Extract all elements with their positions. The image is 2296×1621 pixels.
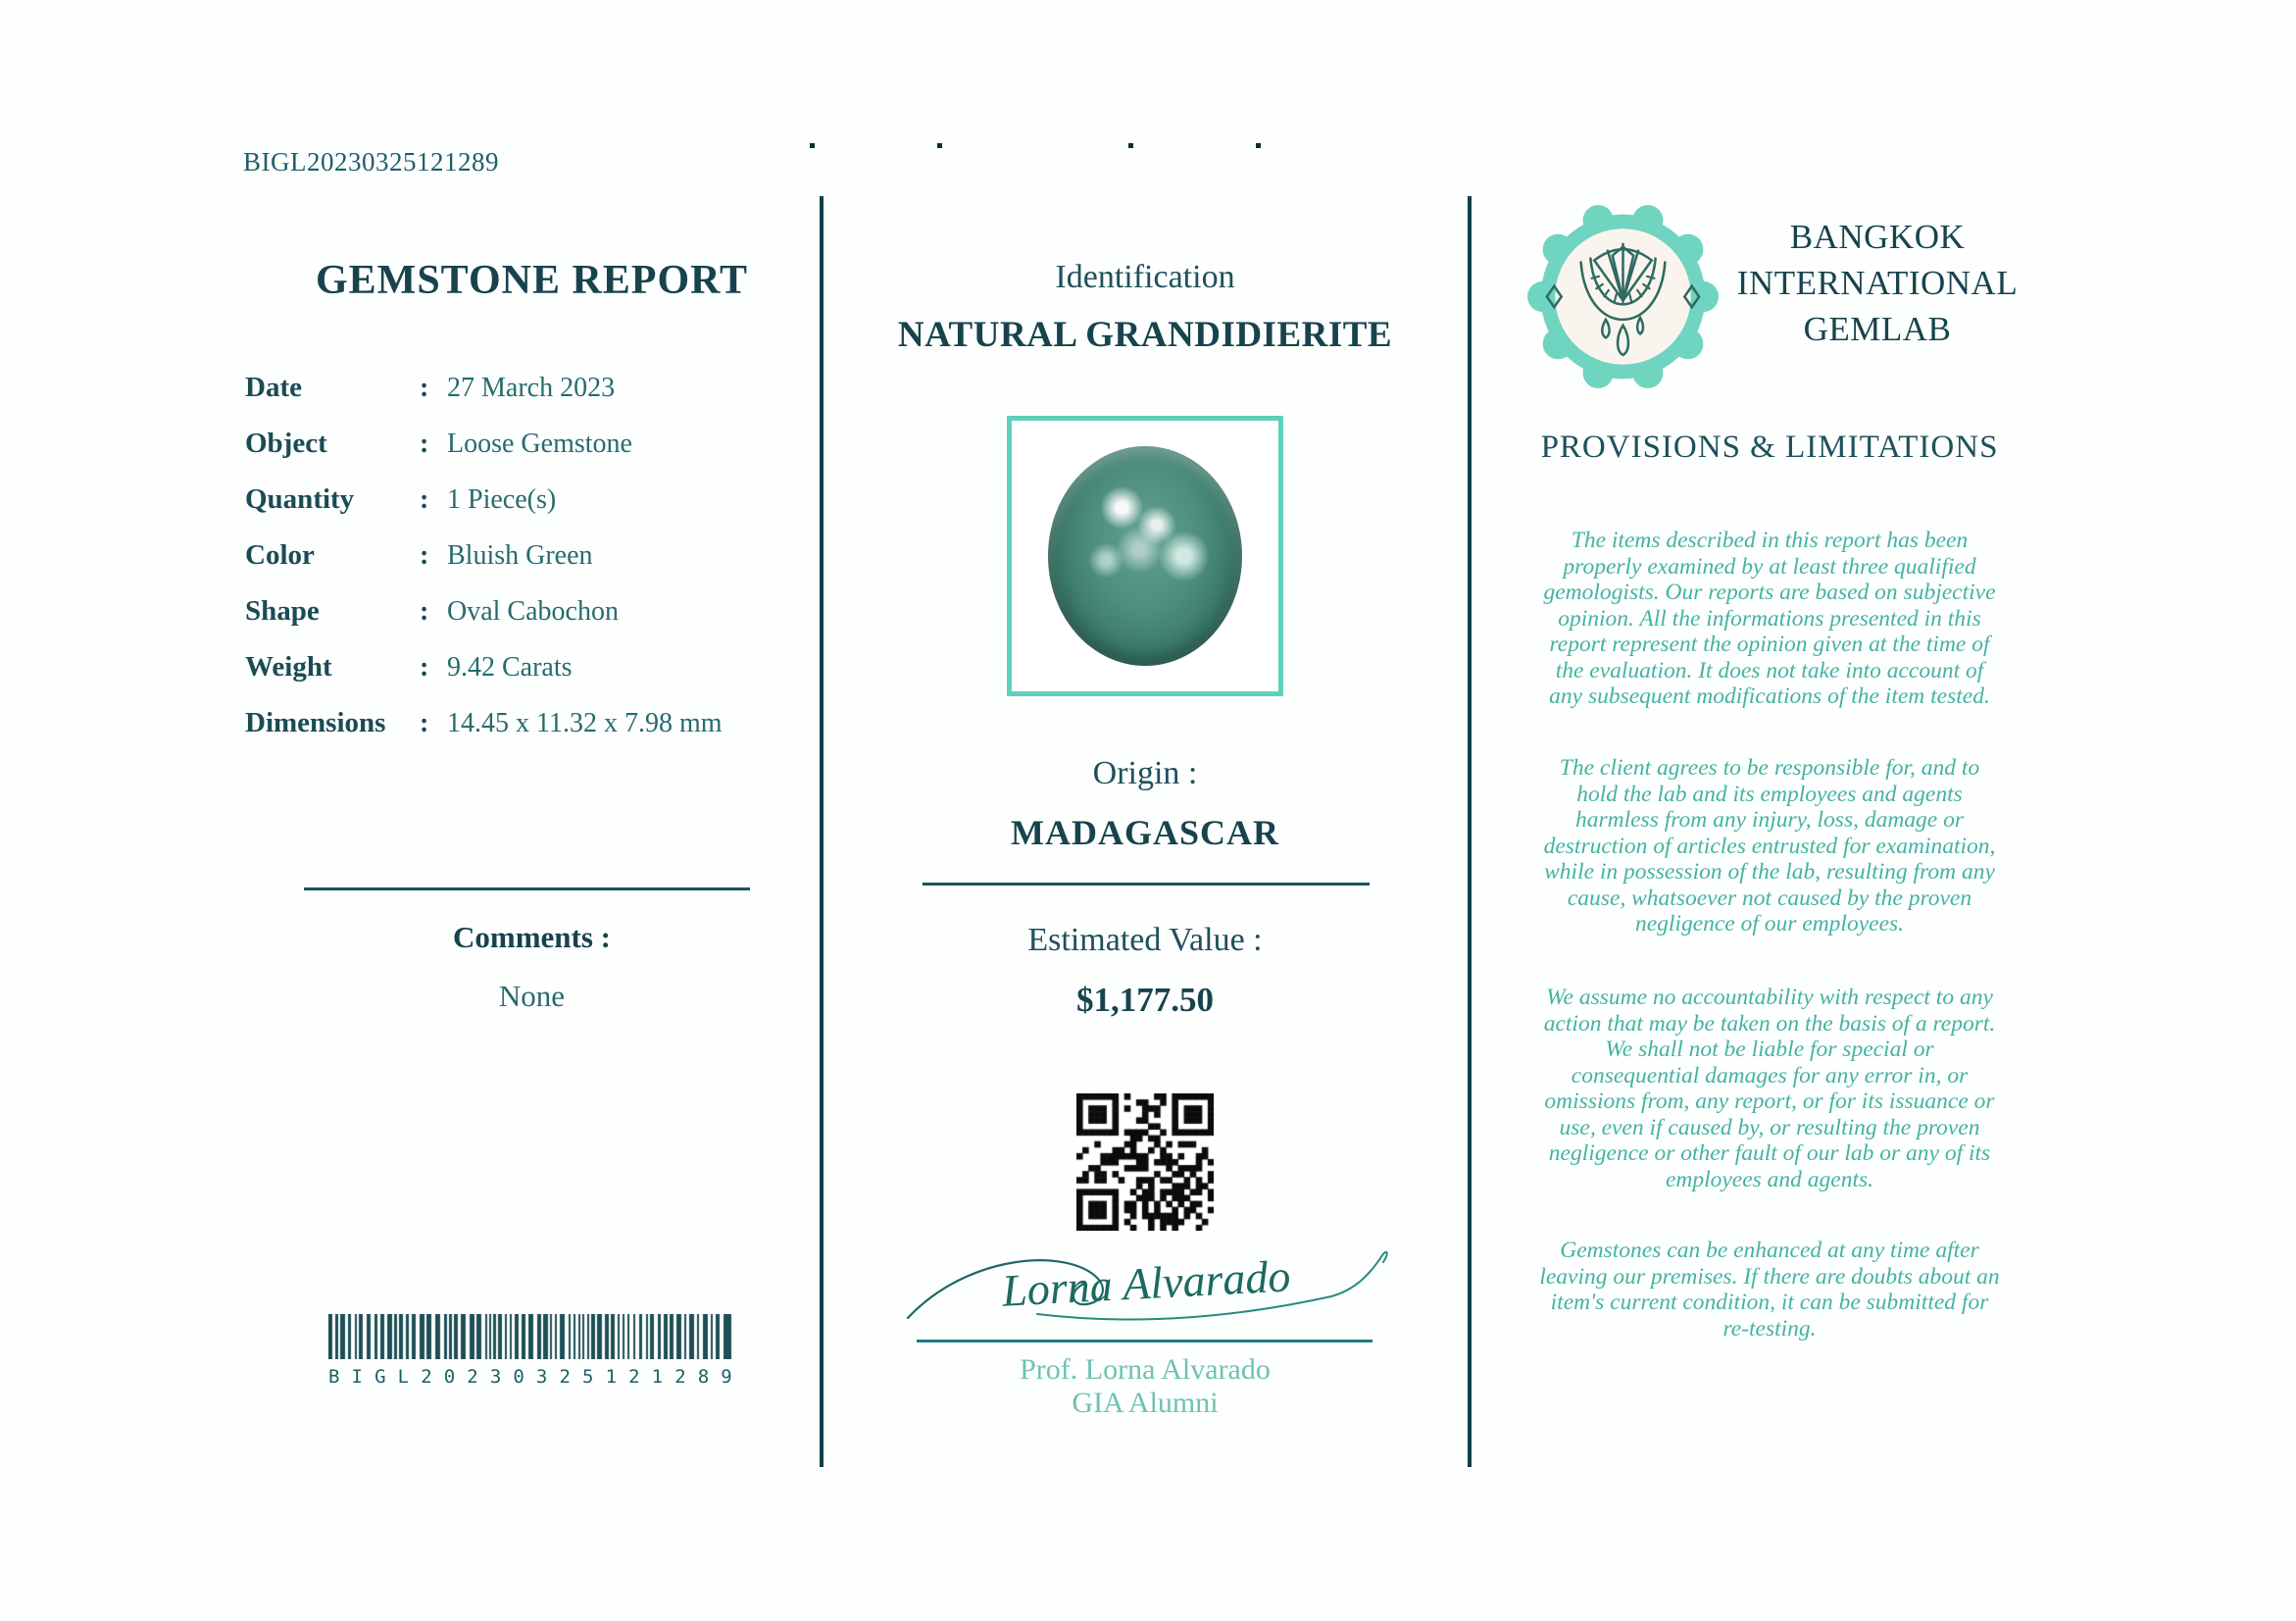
qr-code (1076, 1093, 1214, 1231)
barcode (328, 1314, 732, 1388)
field-colon: : (420, 708, 429, 738)
report-title: GEMSTONE REPORT (316, 258, 748, 303)
field-label: Weight (245, 651, 332, 683)
comments-label: Comments : (453, 920, 611, 954)
field-label: Dimensions (245, 707, 386, 738)
field-row-shape (245, 596, 819, 627)
field-colon: : (420, 429, 429, 459)
signatory-title: GIA Alumni (1072, 1387, 1219, 1419)
section-divider (923, 883, 1370, 886)
field-row-date (245, 373, 819, 403)
signatory-name: Prof. Lorna Alvarado (1020, 1353, 1271, 1386)
signature-flourish (900, 1236, 1390, 1342)
gemstone-photo-frame (1007, 416, 1283, 696)
field-label: Object (245, 428, 327, 459)
field-value: 14.45 x 11.32 x 7.98 mm (447, 708, 723, 738)
field-colon: : (420, 373, 429, 403)
field-value: 27 March 2023 (447, 373, 616, 403)
barcode-text: B I G L 2 0 2 3 0 3 2 5 1 2 1 2 8 9 (328, 1366, 732, 1388)
lab-name-line: INTERNATIONAL (1736, 264, 2019, 302)
field-row-object (245, 429, 819, 459)
signature-name-text: Lorna Alvarado (1000, 1250, 1292, 1316)
section-divider (304, 887, 750, 890)
field-value: 1 Piece(s) (447, 484, 557, 515)
field-label: Quantity (245, 483, 355, 515)
field-row-weight (245, 652, 819, 683)
field-value: Loose Gemstone (447, 429, 632, 459)
field-row-dimensions (245, 708, 819, 738)
field-colon: : (420, 540, 429, 571)
signature (900, 1236, 1390, 1342)
lab-name-line: BANGKOK (1789, 218, 1966, 256)
identification-result: NATURAL GRANDIDIERITE (897, 315, 1393, 355)
gemstone-photo (1048, 446, 1242, 666)
provisions-paragraph: The items described in this report has been properly examined by at least three qualified gemologists. Our reports are based on subjective opinion. All the informations presented in this report represent the opinion given at the time of the evaluation. It does not take into account of any subsequent modifications of the item tested. (1543, 528, 1996, 709)
provisions-paragraph: Gemstones can be enhanced at any time after leaving our premises. If there are doubts about an item's current condition, it can be submitted for re-testing. (1539, 1238, 2000, 1342)
report-fields (245, 373, 819, 764)
column-divider-left (820, 196, 824, 1467)
provisions-heading: PROVISIONS & LIMITATIONS (1540, 430, 1999, 465)
barcode-bars (328, 1314, 732, 1359)
identification-column (882, 0, 1408, 1621)
field-row-quantity (245, 484, 819, 515)
field-colon: : (420, 484, 429, 515)
provisions-paragraph: We assume no accountability with respect to any action that may be taken on the basis of a report. We shall not be liable for special or consequential damages for any error in, or omissions from, any report, or for its issuance or use, even if caused by, or resulting the proven negligence or other fault of our lab or any of its employees and agents. (1543, 985, 1996, 1192)
field-value: Bluish Green (447, 540, 593, 571)
signature-divider (917, 1340, 1373, 1342)
lab-name (1701, 214, 2054, 352)
column-divider-right (1468, 196, 1472, 1467)
field-label: Color (245, 539, 315, 571)
certificate-number: BIGL20230325121289 (243, 147, 499, 177)
field-value: Oval Cabochon (447, 596, 619, 627)
comments-value: None (498, 979, 566, 1013)
lab-seal-logo (1527, 201, 1719, 392)
field-label: Shape (245, 595, 320, 627)
field-value: 9.42 Carats (447, 652, 573, 683)
origin-label: Origin : (1092, 755, 1198, 791)
provisions-paragraph: The client agrees to be responsible for, and to hold the lab and its employees and agents harmless from any injury, loss, damage or destruction of articles entrusted for examination, while in possession of the lab, resulting from any cause, whatsoever not caused by the proven negligence of our employees. (1543, 755, 1996, 937)
lab-column (1485, 0, 2054, 1621)
lab-name-line: GEMLAB (1803, 310, 1952, 348)
identification-heading: Identification (1055, 259, 1235, 295)
field-colon: : (420, 596, 429, 627)
field-colon: : (420, 652, 429, 683)
report-column (245, 0, 819, 1621)
estimated-value: $1,177.50 (1076, 981, 1214, 1019)
field-label: Date (245, 372, 302, 403)
field-row-color (245, 540, 819, 571)
origin-value: MADAGASCAR (1011, 813, 1279, 852)
estimated-value-label: Estimated Value : (1027, 922, 1263, 958)
